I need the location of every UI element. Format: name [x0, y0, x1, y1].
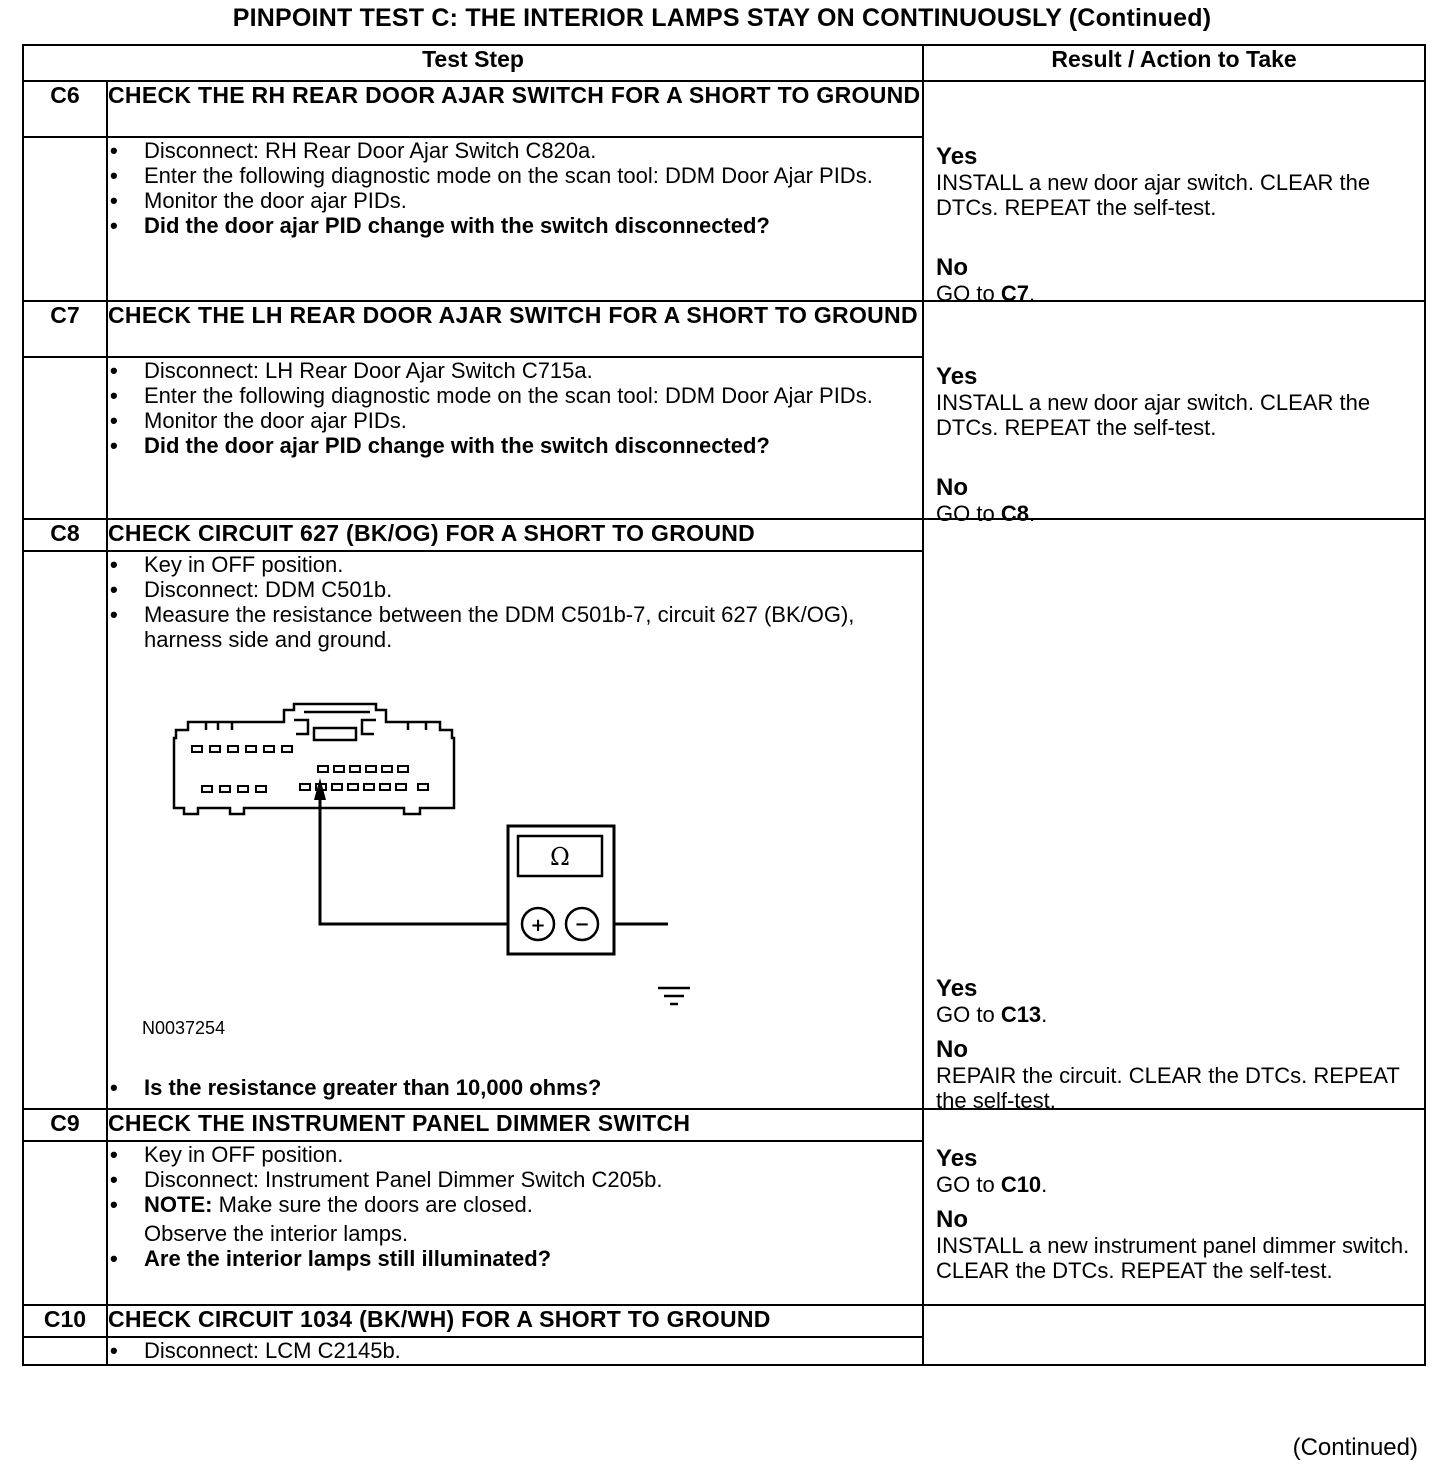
- list-item: • Key in OFF position.: [108, 552, 922, 577]
- step-c10-list: [108, 1338, 922, 1363]
- step-c9-no-label: No: [936, 1206, 969, 1233]
- step-c7-question: • Did the door ajar PID change with the switch disconnected?: [108, 433, 922, 458]
- step-c7-heading: CHECK THE LH REAR DOOR AJAR SWITCH FOR A SHORT TO GROUND: [107, 301, 923, 357]
- step-c8-yes-label: Yes: [936, 975, 978, 1002]
- step-c7-no-text: GO to C8.: [936, 501, 1036, 526]
- step-c8-list: [108, 552, 922, 652]
- step-c8-body: [107, 551, 923, 1109]
- step-c6-heading-row: [23, 81, 1425, 137]
- step-c9-no-text: INSTALL a new instrument panel dimmer switch. CLEAR the DTCs. REPEAT the self-test.: [936, 1233, 1410, 1283]
- step-c8-yes-text: GO to C13.: [936, 1002, 1048, 1027]
- step-c10-heading: CHECK CIRCUIT 1034 (BK/WH) FOR A SHORT TO GROUND: [107, 1305, 923, 1337]
- test-leads: [320, 786, 668, 980]
- step-c6-question: • Did the door ajar PID change with the switch disconnected?: [108, 213, 922, 238]
- pinpoint-test-table: [22, 44, 1426, 1366]
- step-c6-id: C6: [23, 81, 107, 137]
- table-header-row: [23, 45, 1425, 81]
- step-c6-no-text: GO to C7.: [936, 281, 1036, 306]
- step-c7-body: [107, 357, 923, 519]
- step-c9-heading: CHECK THE INSTRUMENT PANEL DIMMER SWITCH: [107, 1109, 923, 1141]
- ohmmeter: [508, 826, 614, 954]
- list-item: • Key in OFF position.: [108, 1142, 922, 1167]
- step-c9-note-cont: Observe the interior lamps.: [144, 1221, 409, 1246]
- step-c9-yes-label: Yes: [936, 1145, 978, 1172]
- list-item: • Measure the resistance between the DDM C501b-7, circuit 627 (BK/OG), harness side and ground.: [108, 602, 922, 652]
- list-item: • Monitor the door ajar PIDs.: [108, 408, 922, 433]
- list-item: • Disconnect: LCM C2145b.: [108, 1338, 922, 1363]
- step-c7-list: [108, 358, 922, 458]
- step-c10-result: [923, 1305, 1425, 1365]
- step-c9-body: [107, 1141, 923, 1305]
- figure-id: N0037254: [142, 1018, 226, 1038]
- list-item: • Disconnect: LH Rear Door Ajar Switch C715a.: [108, 358, 922, 383]
- step-c6-no-ref: C7: [1000, 281, 1029, 306]
- svg-text:−: −: [574, 914, 590, 935]
- step-c6-no-label: No: [936, 254, 969, 281]
- header-result-action: Result / Action to Take: [923, 45, 1425, 81]
- resistance-measurement-diagram: [108, 690, 668, 1010]
- list-item: • Disconnect: DDM C501b.: [108, 577, 922, 602]
- step-c7-yes-label: Yes: [936, 363, 978, 390]
- connector-pins: [192, 746, 428, 792]
- ohm-symbol: Ω: [550, 843, 570, 871]
- step-c8-no-text: REPAIR the circuit. CLEAR the DTCs. REPEAT the self-test.: [936, 1063, 1400, 1113]
- step-c6-yes-label: Yes: [936, 143, 978, 170]
- continued-note: (Continued): [1292, 1434, 1418, 1461]
- step-c8-id: C8: [23, 519, 107, 551]
- step-c7-no-label: No: [936, 474, 969, 501]
- step-c7-id: C7: [23, 301, 107, 357]
- svg-text:+: +: [530, 915, 546, 936]
- step-c9-list: [108, 1142, 922, 1271]
- step-c8-no-label: No: [936, 1036, 969, 1063]
- ddm-connector-c501b: [174, 704, 454, 814]
- step-c9-result: [923, 1109, 1425, 1305]
- step-c9-note: • NOTE: Make sure the doors are closed.: [108, 1192, 922, 1217]
- step-c9-heading-row: [23, 1109, 1425, 1141]
- step-c10-body: [107, 1337, 923, 1365]
- step-c7-yes-text: INSTALL a new door ajar switch. CLEAR the DTCs. REPEAT the self-test.: [936, 390, 1371, 440]
- page-title: PINPOINT TEST C: THE INTERIOR LAMPS STAY ON CONTINUOUSLY (Continued): [232, 4, 1212, 32]
- header-test-step: Test Step: [23, 45, 923, 81]
- step-c7-heading-row: [23, 301, 1425, 357]
- list-item: • Monitor the door ajar PIDs.: [108, 188, 922, 213]
- step-c7-no-ref: C8: [1000, 501, 1029, 526]
- step-c8-result: [923, 519, 1425, 1113]
- step-c8-heading-row: [23, 519, 1425, 551]
- step-c9-yes-ref: C10: [1000, 1172, 1042, 1197]
- step-c10-heading-row: [23, 1305, 1425, 1337]
- step-c6-result: [923, 81, 1425, 306]
- list-item: • Disconnect: Instrument Panel Dimmer Switch C205b.: [108, 1167, 922, 1192]
- list-item: • Disconnect: RH Rear Door Ajar Switch C820a.: [108, 138, 922, 163]
- step-c7-result: [923, 301, 1425, 526]
- step-c9-question: • Are the interior lamps still illuminated?: [108, 1246, 922, 1271]
- step-c8-question: • Is the resistance greater than 10,000 ohms?: [108, 1075, 922, 1100]
- step-c9-id: C9: [23, 1109, 107, 1141]
- step-c6-heading: CHECK THE RH REAR DOOR AJAR SWITCH FOR A SHORT TO GROUND: [107, 81, 923, 137]
- list-item: • Enter the following diagnostic mode on the scan tool: DDM Door Ajar PIDs.: [108, 163, 922, 188]
- step-c9-yes-text: GO to C10.: [936, 1172, 1048, 1197]
- step-c8-yes-ref: C13: [1000, 1002, 1042, 1027]
- step-c8-heading: CHECK CIRCUIT 627 (BK/OG) FOR A SHORT TO GROUND: [107, 519, 923, 551]
- ground-symbol: [644, 988, 704, 1008]
- list-item: • Enter the following diagnostic mode on the scan tool: DDM Door Ajar PIDs.: [108, 383, 922, 408]
- step-c6-body: [107, 137, 923, 301]
- step-c10-id: C10: [23, 1305, 107, 1337]
- step-c6-yes-text: INSTALL a new door ajar switch. CLEAR the DTCs. REPEAT the self-test.: [936, 170, 1371, 220]
- step-c6-list: [108, 138, 922, 238]
